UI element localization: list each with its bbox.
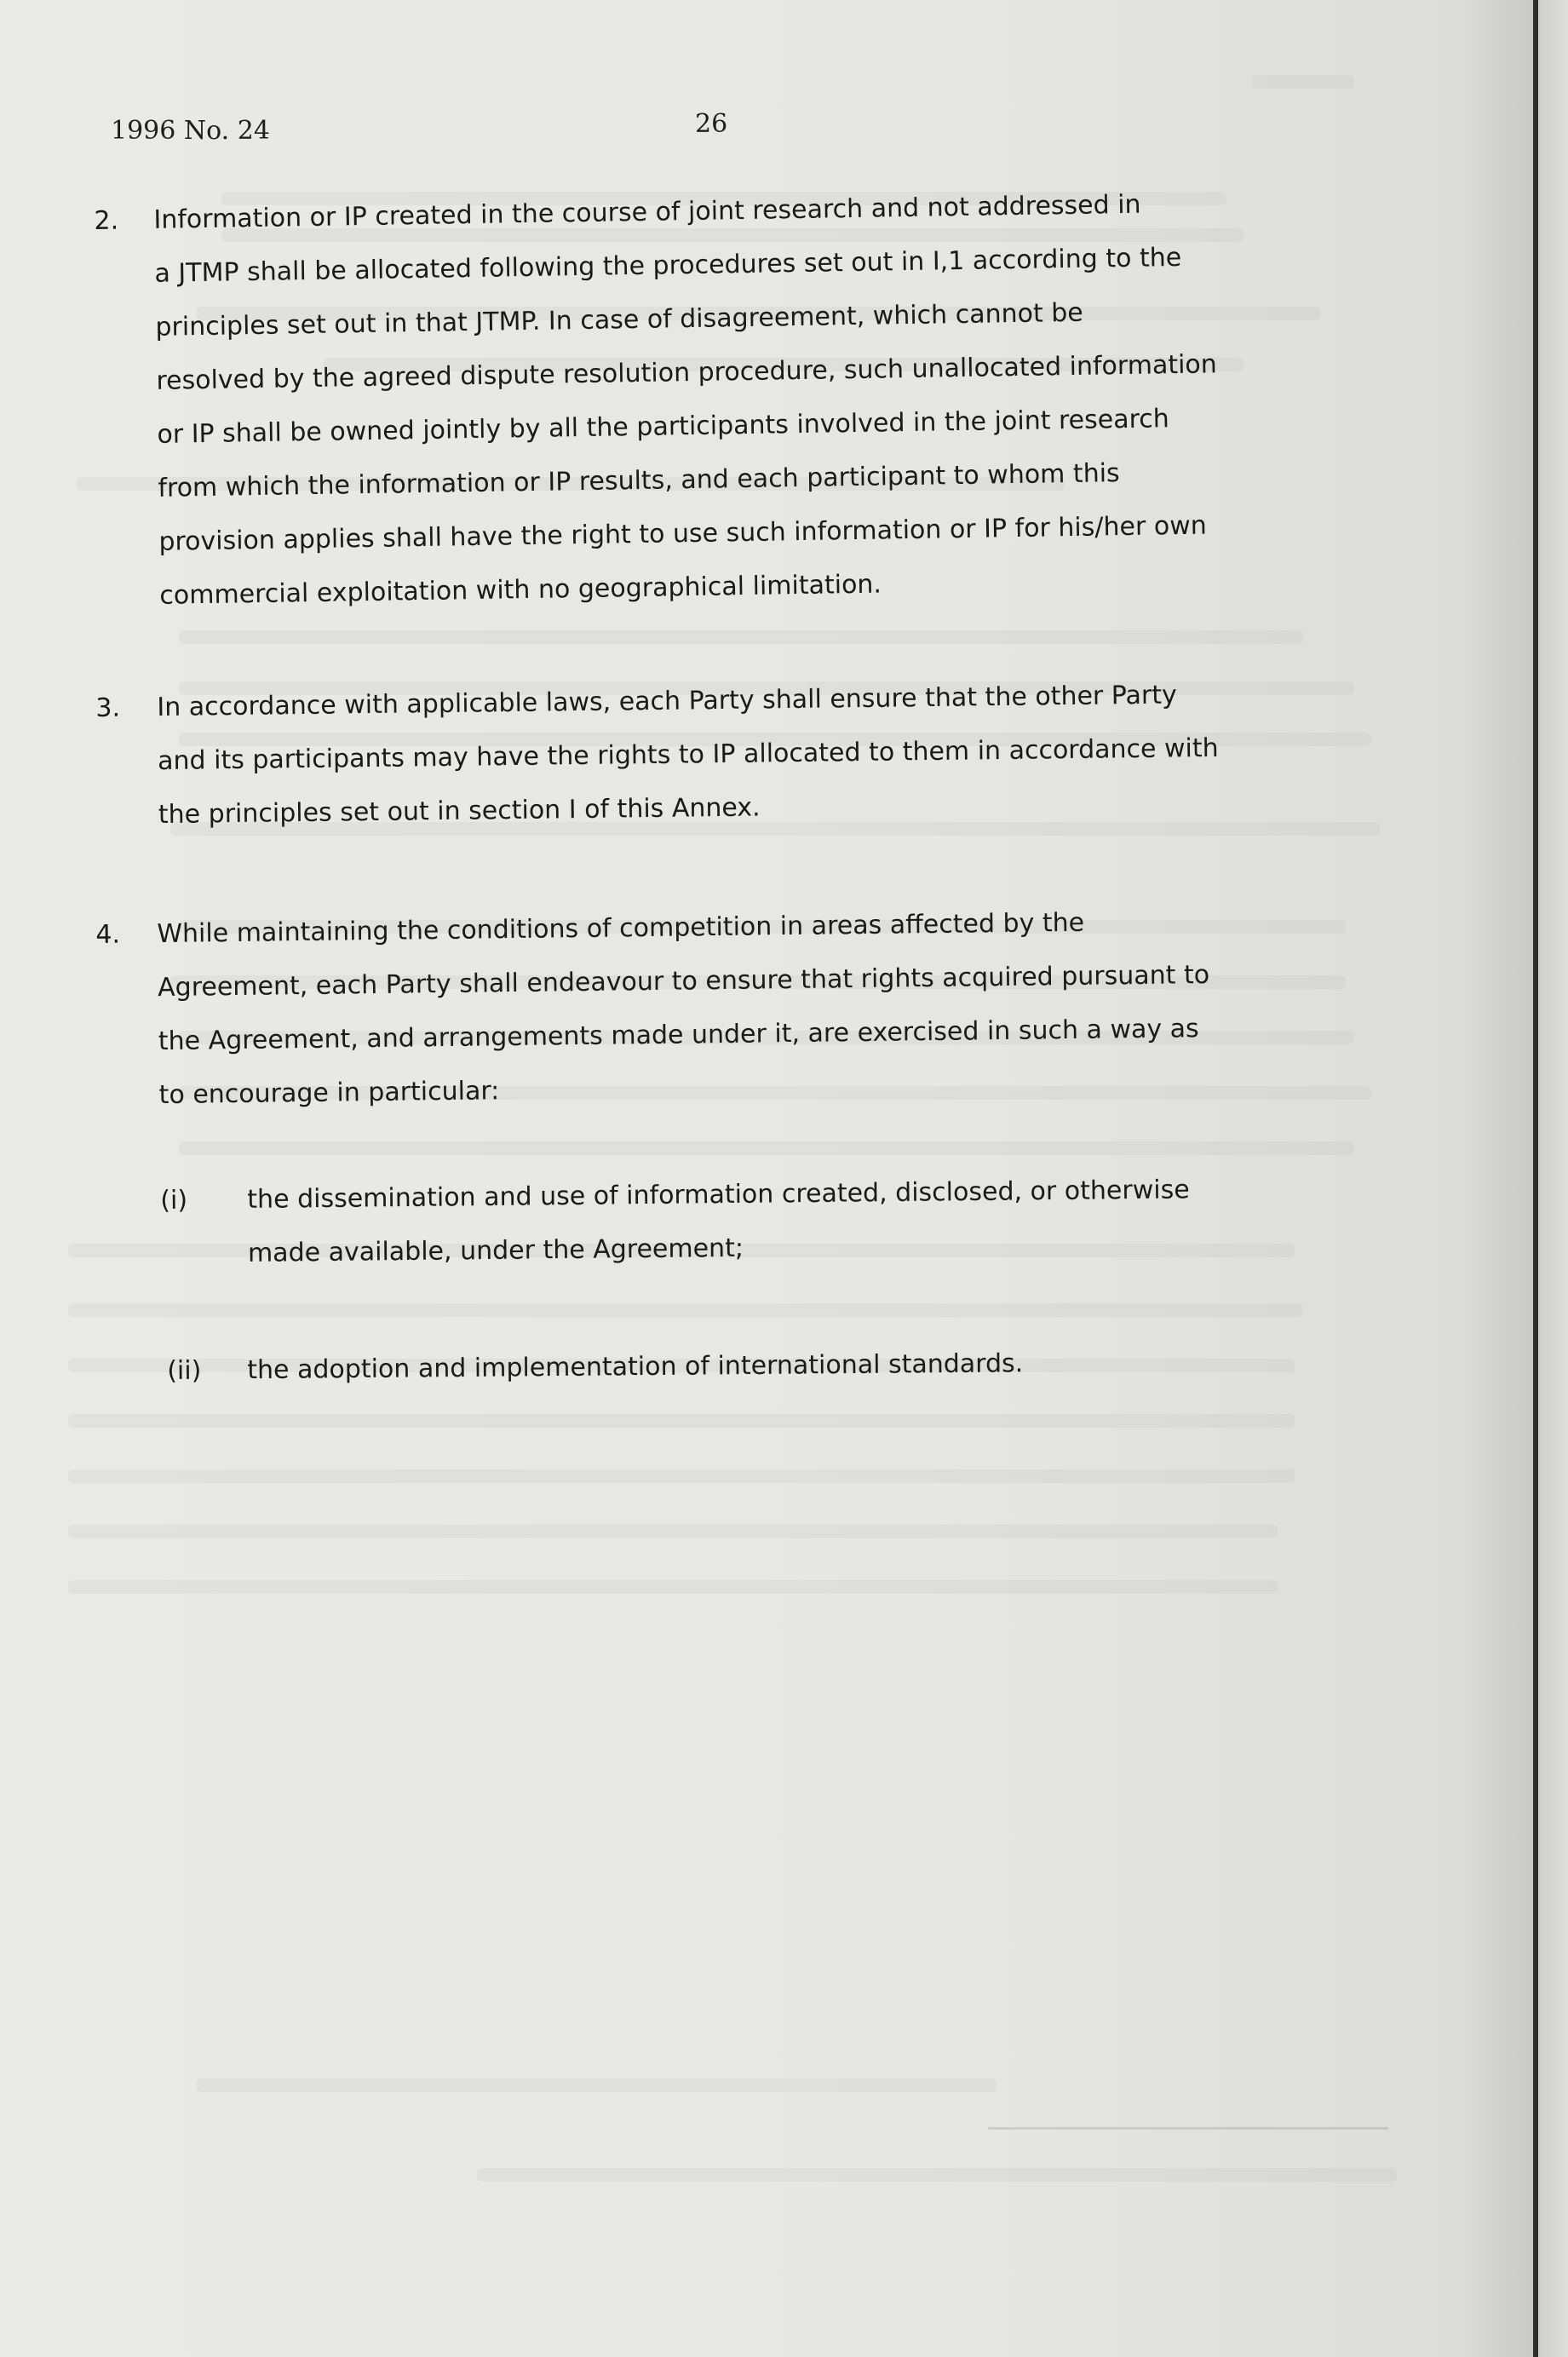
page-number: 26 — [695, 109, 728, 139]
paragraph-line: resolved by the agreed dispute resolution procedure, such unallocated information — [156, 349, 1218, 396]
header-reference: 1996 No. 24 — [111, 116, 270, 146]
paragraph-line: principles set out in that JTMP. In case of disagreement, which cannot be — [155, 297, 1083, 342]
paragraph-line: from which the information or IP results, and each participant to whom this — [158, 458, 1120, 503]
subitem-body — [247, 1337, 1024, 1397]
paragraph-body — [153, 176, 1221, 623]
paragraph-line: and its participants may have the rights to IP allocated to them in accordance with — [157, 733, 1219, 777]
paragraph-line: Agreement, each Party shall endeavour to ensure that rights acquired pursuant to — [157, 960, 1210, 1003]
subitem-line: the adoption and implementation of international standards. — [247, 1348, 1024, 1386]
paragraph-line: a JTMP shall be allocated following the procedures set out in I,1 according to the — [154, 242, 1182, 289]
paragraph-body — [157, 894, 1211, 1122]
paragraph-line: the Agreement, and arrangements made under it, are exercised in such a way as — [158, 1014, 1199, 1057]
subitem-marker: (i) — [160, 1185, 188, 1216]
paragraph-number: 4. — [95, 919, 121, 950]
subitem-line: the dissemination and use of information created, disclosed, or otherwise — [247, 1175, 1190, 1215]
subitem-body — [247, 1163, 1191, 1280]
paragraph-body — [157, 668, 1220, 842]
subitem-line: made available, under the Agreement; — [247, 1233, 744, 1268]
paragraph-line: While maintaining the conditions of competition in areas affected by the — [157, 907, 1085, 950]
paragraph-line: In accordance with applicable laws, each Party shall ensure that the other Party — [157, 680, 1177, 723]
paragraph-line: or IP shall be owned jointly by all the participants involved in the joint research — [157, 404, 1170, 450]
paragraph-line: to encourage in particular: — [158, 1076, 500, 1111]
next-page-edge — [1538, 0, 1568, 2357]
paragraph-line: Information or IP created in the course of joint research and not addressed in — [153, 189, 1141, 235]
paragraph-line: commercial exploitation with no geographical limitation. — [159, 569, 882, 611]
subitem-marker: (ii) — [167, 1355, 202, 1386]
paragraph-line: the principles set out in section I of this Annex. — [158, 792, 761, 831]
paragraph-line: provision applies shall have the right to use such information or IP for his/her own — [158, 510, 1207, 557]
paragraph-number: 2. — [94, 205, 119, 236]
paragraph-number: 3. — [95, 693, 121, 723]
